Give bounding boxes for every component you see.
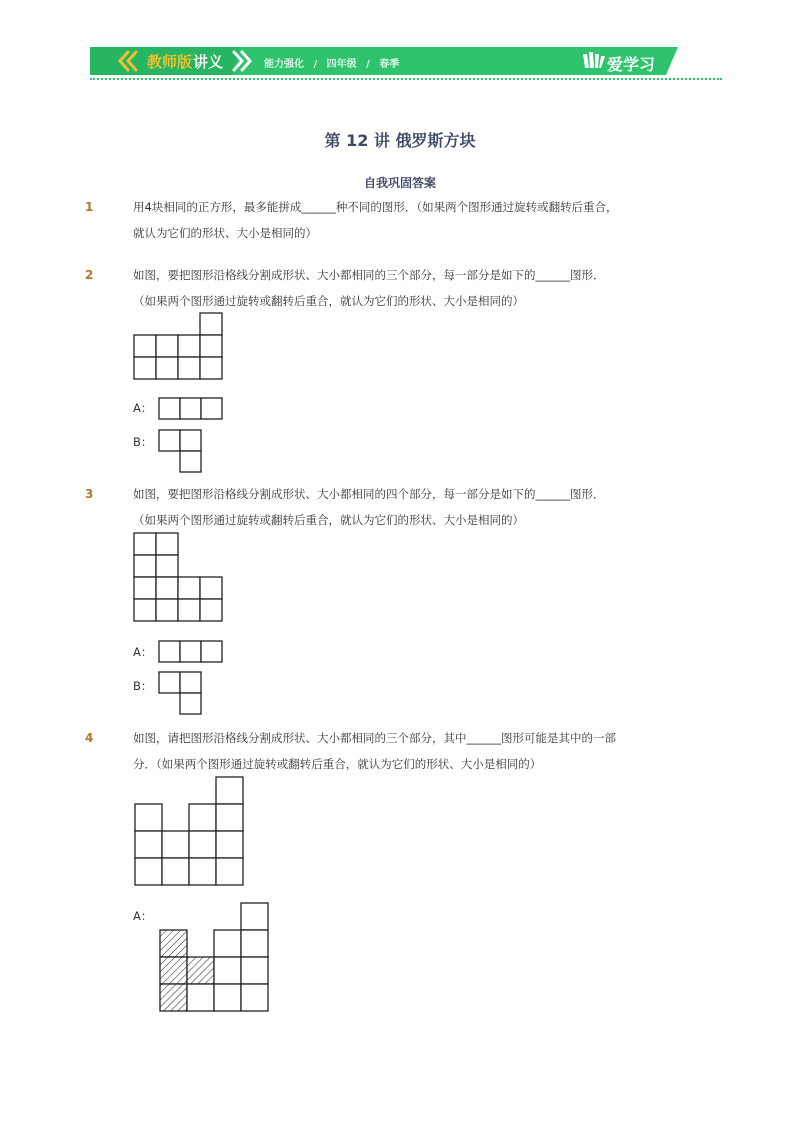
shaded-grid-cell	[160, 984, 187, 1011]
breadcrumb-separator: /	[366, 59, 370, 70]
grid-cell	[187, 984, 214, 1011]
grid-cell	[156, 357, 178, 379]
grid-cell	[156, 555, 178, 577]
grid-cell	[178, 577, 200, 599]
aixuexi-logo-icon	[583, 52, 605, 70]
option-label-b: B：	[133, 435, 153, 449]
grid-cell	[134, 599, 156, 621]
grid-cell	[214, 957, 241, 984]
question-number: 1	[85, 200, 94, 214]
grid-cell	[135, 804, 162, 831]
grid-cell	[180, 693, 201, 714]
breadcrumb-item: 春季	[379, 59, 400, 70]
shaded-grid-cell	[187, 957, 214, 984]
grid-cell	[156, 577, 178, 599]
grid-cell	[162, 858, 189, 885]
grid-cell	[180, 672, 201, 693]
question-line: 如图，要把图形沿格线分割成形状、大小都相同的三个部分，每一部分是如下的______图形．	[133, 268, 605, 282]
grid-cell	[134, 577, 156, 599]
breadcrumb-separator: /	[313, 59, 318, 70]
shaded-grid-cell	[160, 957, 187, 984]
question-number: 2	[85, 268, 94, 282]
question-line: 用4块相同的正方形，最多能拼成______种不同的图形．（如果两个图形通过旋转或翻转后重合，	[133, 200, 618, 214]
grid-cell	[180, 451, 201, 472]
grid-cell	[178, 599, 200, 621]
q3-main-grid-figure	[133, 532, 223, 622]
grid-cell	[216, 777, 243, 804]
question-text	[133, 194, 633, 246]
grid-cell	[189, 858, 216, 885]
shaded-grid-cell	[160, 930, 187, 957]
grid-cell	[189, 804, 216, 831]
grid-cell	[159, 641, 180, 662]
grid-cell	[200, 357, 222, 379]
question-line: （如果两个图形通过旋转或翻转后重合，就认为它们的形状、大小是相同的）	[133, 294, 524, 308]
grid-cell	[214, 984, 241, 1011]
q2-main-grid-figure	[133, 312, 223, 380]
grid-cell	[241, 984, 268, 1011]
grid-cell	[189, 831, 216, 858]
grid-cell	[216, 858, 243, 885]
q4-main-grid-figure	[134, 776, 244, 888]
grid-cell	[159, 398, 180, 419]
q2-option-a-figure	[158, 397, 224, 420]
grid-cell	[200, 577, 222, 599]
grid-cell	[178, 335, 200, 357]
header-divider	[90, 78, 722, 80]
grid-cell	[200, 335, 222, 357]
grid-cell	[200, 313, 222, 335]
grid-cell	[216, 831, 243, 858]
grid-cell	[156, 335, 178, 357]
option-label-a: A：	[133, 401, 153, 415]
grid-cell	[241, 903, 268, 930]
grid-cell	[214, 930, 241, 957]
grid-cell	[241, 930, 268, 957]
teacher-edition-tag: 教师版	[147, 53, 193, 71]
question-text	[133, 262, 633, 314]
question-number: 4	[85, 731, 94, 745]
question-number: 3	[85, 487, 94, 501]
option-label-b: B：	[133, 679, 153, 693]
breadcrumb	[264, 55, 399, 70]
grid-cell	[135, 831, 162, 858]
question-line: 分．（如果两个图形通过旋转或翻转后重合，就认为它们的形状、大小是相同的）	[133, 757, 542, 771]
q2-option-b-figure	[158, 429, 203, 474]
breadcrumb-item: 能力强化	[264, 59, 304, 70]
grid-cell	[201, 398, 222, 419]
grid-cell	[201, 641, 222, 662]
grid-cell	[135, 858, 162, 885]
question-text	[133, 725, 633, 777]
q3-option-b-figure	[158, 671, 203, 716]
grid-cell	[134, 357, 156, 379]
lecture-tag: 讲义	[193, 53, 224, 71]
grid-cell	[216, 804, 243, 831]
section-title: 自我巩固答案	[363, 176, 436, 190]
question-line: 如图，请把图形沿格线分割成形状、大小都相同的三个部分，其中______图形可能是其中的一部	[133, 731, 616, 745]
q3-option-a-figure	[158, 640, 224, 663]
grid-cell	[159, 430, 180, 451]
breadcrumb-item: 四年级	[326, 59, 357, 70]
grid-cell	[134, 335, 156, 357]
grid-cell	[134, 555, 156, 577]
grid-cell	[180, 398, 201, 419]
grid-cell	[178, 357, 200, 379]
grid-cell	[162, 831, 189, 858]
question-line: （如果两个图形通过旋转或翻转后重合，就认为它们的形状、大小是相同的）	[133, 513, 524, 527]
question-line: 就认为它们的形状、大小是相同的）	[133, 226, 317, 240]
question-line: 如图，要把图形沿格线分割成形状、大小都相同的四个部分，每一部分是如下的______图形．	[133, 487, 605, 501]
grid-cell	[134, 533, 156, 555]
q4-option-a-figure	[159, 902, 269, 1014]
option-label-a: A：	[133, 909, 153, 923]
logo-text: 爱学习	[607, 55, 656, 74]
lesson-title: 第 12 讲 俄罗斯方块	[324, 131, 476, 150]
question-text	[133, 481, 633, 533]
grid-cell	[241, 957, 268, 984]
option-label-a: A：	[133, 645, 153, 659]
grid-cell	[180, 430, 201, 451]
grid-cell	[156, 599, 178, 621]
grid-cell	[200, 599, 222, 621]
grid-cell	[180, 641, 201, 662]
grid-cell	[159, 672, 180, 693]
grid-cell	[156, 533, 178, 555]
